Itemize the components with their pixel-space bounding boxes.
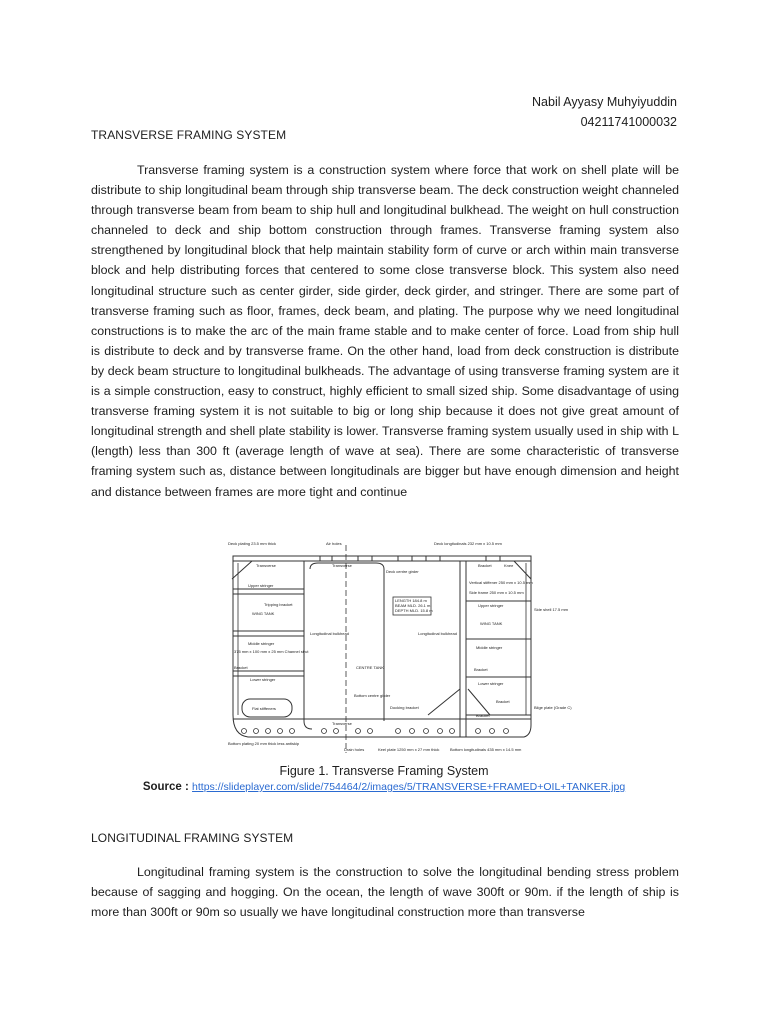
label-bracket-right: Bracket xyxy=(474,667,488,672)
label-bracket-bottom: Bracket xyxy=(496,699,510,704)
label-air-holes: Air holes xyxy=(326,541,342,546)
label-wing-tank-right: WING TANK xyxy=(480,621,503,626)
label-upper-stringer-left: Upper stringer xyxy=(248,583,274,588)
label-deck-longitudinals: Deck longitudinals 232 mm x 10.5 mm xyxy=(434,541,502,546)
label-upper-stringer-right: Upper stringer xyxy=(478,603,504,608)
label-beam: BEAM MLD. 26.1 m xyxy=(395,603,431,608)
label-knee: Knee xyxy=(504,563,514,568)
label-vertical-stiffener: Vertical stiffener 250 mm x 10.5 mm xyxy=(469,580,533,585)
label-bracket-left: Bracket xyxy=(234,665,248,670)
author-block xyxy=(532,92,677,132)
label-lower-stringer-right: Lower stringer xyxy=(478,681,504,686)
label-channel-strut: 375 mm x 100 mm x 25 mm Channel strut xyxy=(234,649,309,654)
source-label: Source : xyxy=(142,781,189,793)
bulkhead-left xyxy=(304,561,312,729)
label-flat-stiffeners: Flat stiffeners xyxy=(252,706,276,711)
figure-caption: Figure 1. Transverse Framing System xyxy=(279,764,489,778)
label-middle-stringer-left: Middle stringer xyxy=(248,641,275,646)
label-depth: DEPTH MLD. 15.8 m xyxy=(395,608,433,613)
section-heading-longitudinal: LONGITUDINAL FRAMING SYSTEM xyxy=(91,831,294,845)
label-side-shell: Side shell 17.5 mm xyxy=(534,607,569,612)
label-middle-stringer-right: Middle stringer xyxy=(476,645,503,650)
section-heading-transverse: TRANSVERSE FRAMING SYSTEM xyxy=(91,128,287,142)
label-longitudinal-bulkhead-left: Longitudinal bulkhead xyxy=(310,631,349,636)
label-bottom-longitudinals: Bottom longitudinals 435 mm x 14.5 mm xyxy=(450,747,522,752)
figure-source xyxy=(0,781,768,793)
paragraph-transverse: Transverse framing system is a construction system where force that work on shell plate will be distribute to ship longitudinal beam through ship transverse beam. The deck construction weight channeled through transverse beam from beam to ship hull and longitudinal bulkhead. The weight on hull construction channeled to deck and ship bottom construction through frames. Transverse framing system also strengthened by longitudinal block that help maintain stability form of curve or arch within main transverse block and help distributing forces that centered to some close transverse block. This system also need longitudinal structure such as center girder, side girder, deck girder, and stringer. There are some part of transverse framing such as floor, frames, deck beam, and plating. The purpose why we need longitudinal constructions is to make the arc of the main frame stable and to make center of force. Load from ship hull is distribute to deck and by transverse frame. On the other hand, load from deck construction is distribute by deck beam structure to longitudinal bulkheads. The advantage of using transverse framing system are it is a simple construction, easy to construct, highly efficient to small sized ship. Some disadvantage of using transverse framing system it is not suitable to big or long ship because it does not give great amount of longitudinal strength and shell plate stability is lower. Transverse framing system usually used in ship with L (length) less than 300 ft (average length of wave at sea). There are some characteristic of transverse framing system such as, distance between longitudinals are bigger but have enough dimension and height and distance between frames are more tight and continue xyxy=(91,163,679,499)
label-drain-holes: Drain holes xyxy=(344,747,365,752)
transverse-framing-figure xyxy=(228,539,572,757)
label-deck-centre-girder: Deck centre girder xyxy=(386,569,419,574)
label-tripping-bracket: Tripping bracket xyxy=(264,602,293,607)
label-deck-plating: Deck plating 23.5 mm thick xyxy=(228,541,277,546)
label-lower-stringer-left: Lower stringer xyxy=(250,677,276,682)
label-bilge-plate: Bilge plate (Grade C) xyxy=(534,705,572,710)
paragraph-longitudinal: Longitudinal framing system is the construction to solve the longitudinal bending stress problem because of sagging and hogging. On the ocean, the length of wave 300ft or 90m. if the length of ship is more than 300ft or 90m so usually we have longitudinal construction more than transverse xyxy=(91,865,679,920)
source-link[interactable]: https://slideplayer.com/slide/754464/2/images/5/TRANSVERSE+FRAMED+OIL+TANKER.jpg xyxy=(192,781,626,793)
label-length: LENGTH 184.8 m xyxy=(395,598,427,603)
label-longitudinal-bulkhead-right: Longitudinal bulkhead xyxy=(418,631,457,636)
label-bracket-top: Bracket xyxy=(478,563,492,568)
label-transverse-center: Transverse xyxy=(332,563,352,568)
label-bottom-plating: Bottom plating 20 mm thick less antiskip xyxy=(228,741,300,746)
author-name: Nabil Ayyasy Muhyiyuddin xyxy=(532,95,677,109)
label-bottom-centre-girder: Bottom centre girder xyxy=(354,693,391,698)
label-docking-bracket: Docking bracket xyxy=(390,705,419,710)
label-bracket-lower-right: Bracket xyxy=(476,713,490,718)
author-id: 04211741000032 xyxy=(580,115,677,129)
label-wing-tank-left: WING TANK xyxy=(252,611,275,616)
label-transverse-left: Transverse xyxy=(256,563,276,568)
label-keel-plate: Keel plate 1250 mm x 27 mm thick xyxy=(378,747,440,752)
label-side-frame: Side frame 250 mm x 10.5 mm xyxy=(469,590,524,595)
label-centre-tank: CENTRE TANK xyxy=(356,665,384,670)
label-transverse-bottom: Transverse xyxy=(332,721,352,726)
